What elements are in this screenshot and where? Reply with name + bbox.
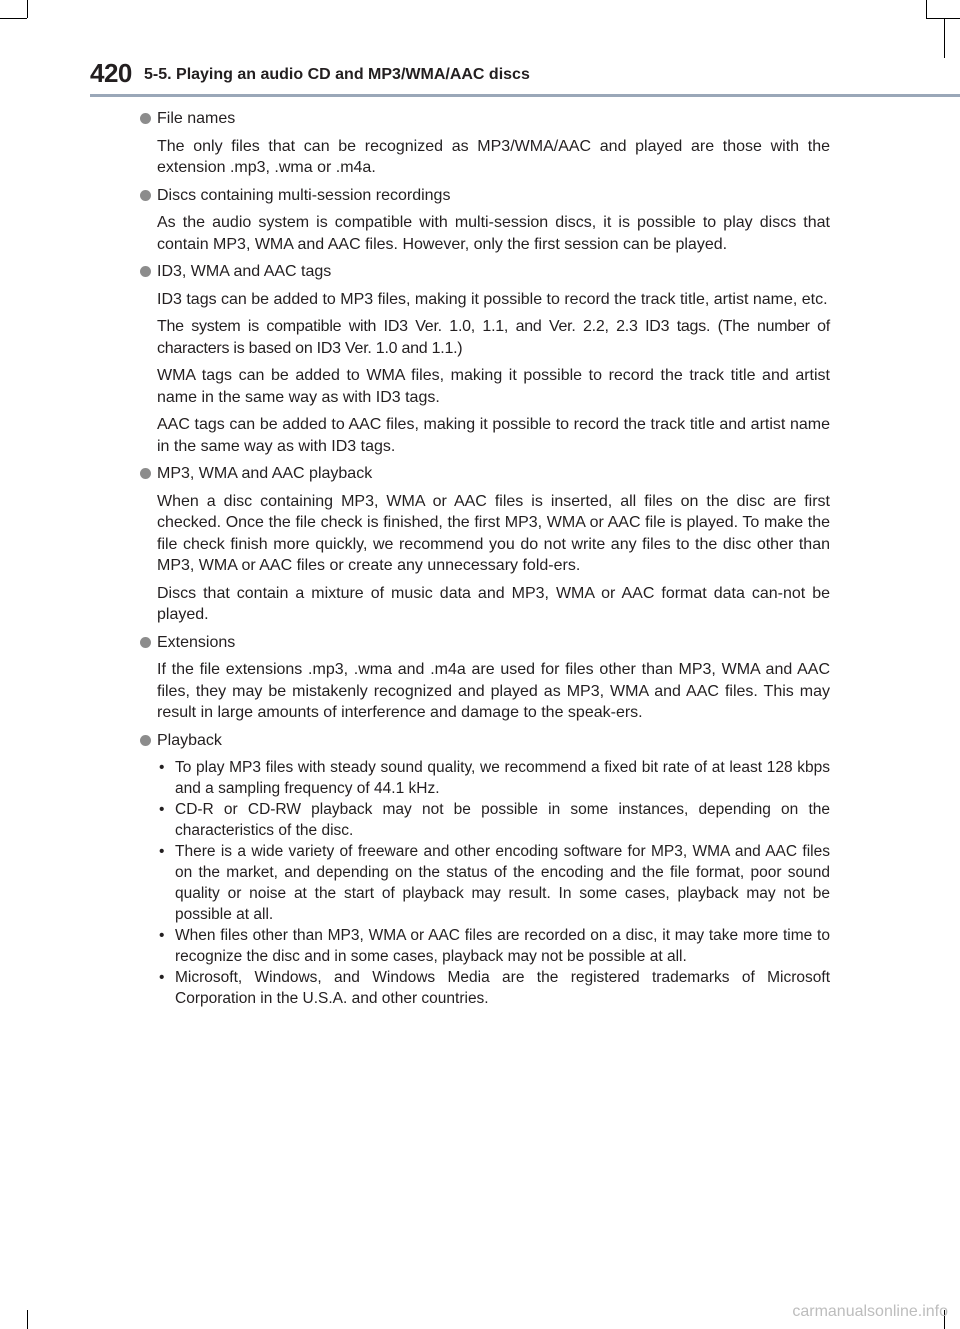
topic-heading xyxy=(139,185,830,207)
crop-mark-top-left-horizontal xyxy=(0,18,27,19)
header-rule xyxy=(90,94,960,97)
crop-mark-bottom-left-vertical xyxy=(27,1310,28,1329)
topic-heading xyxy=(139,463,830,485)
topic-paragraph: The system is compatible with ID3 Ver. 1.0, 1.1, and Ver. 2.2, 2.3 ID3 tags. (The number of characters is based on ID3 Ver. 1.0 and 1.1.) xyxy=(157,318,830,357)
topic-heading xyxy=(139,108,830,130)
topic-paragraph: ID3 tags can be added to MP3 files, making it possible to record the track title, artist name, etc. xyxy=(157,290,828,308)
topic-title: Discs containing multi-session recordings xyxy=(157,186,451,204)
topic-file-names xyxy=(139,108,830,179)
bullet-dot-icon xyxy=(140,637,151,648)
bullet-dot-icon xyxy=(140,266,151,277)
page-header xyxy=(90,58,960,98)
topic-playback-formats xyxy=(139,463,830,626)
playback-note: • Microsoft, Windows, and Windows Media are the registered trademarks of Microsoft Corporation in the U.S.A. and other countries. xyxy=(157,967,830,1009)
topic-paragraph: WMA tags can be added to WMA files, making it possible to record the track title and artist name in the same way as with ID3 tags. xyxy=(157,367,830,406)
topic-paragraph: The only files that can be recognized as MP3/WMA/AAC and played are those with the extension .mp3, .wma or .m4a. xyxy=(157,137,830,176)
topic-heading xyxy=(139,632,830,654)
topic-heading xyxy=(139,730,830,752)
page-content xyxy=(139,108,830,1015)
watermark-text: carmanualsonline.info xyxy=(792,1303,948,1320)
topic-title: File names xyxy=(157,110,236,127)
topic-title: Playback xyxy=(157,731,222,749)
playback-note: • To play MP3 files with steady sound quality, we recommend a fixed bit rate of at least 128 kbps and a sampling frequency of 44.1 kHz. xyxy=(157,757,830,799)
bullet-dot-icon xyxy=(140,113,151,124)
topic-title: ID3, WMA and AAC tags xyxy=(157,263,332,280)
topic-playback xyxy=(139,730,830,1010)
crop-mark-right-vertical xyxy=(944,18,945,58)
playback-notes xyxy=(139,757,830,1009)
topic-title: MP3, WMA and AAC playback xyxy=(157,465,373,482)
topic-title: Extensions xyxy=(157,633,236,651)
crop-mark-top-right-vertical xyxy=(926,0,927,18)
bullet-dot-icon xyxy=(140,468,151,479)
section-title: 5-5. Playing an audio CD and MP3/WMA/AAC discs xyxy=(144,66,530,83)
crop-mark-top-right-horizontal xyxy=(926,18,960,19)
topic-extensions xyxy=(139,632,830,724)
bullet-dot-icon xyxy=(140,735,151,746)
topic-paragraph: As the audio system is compatible with multi-session discs, it is possible to play discs that contain MP3, WMA and AAC files. However, only the first session can be played. xyxy=(157,214,830,253)
bullet-dot-icon xyxy=(140,190,151,201)
crop-mark-top-left-vertical xyxy=(27,0,28,18)
playback-note: • There is a wide variety of freeware and other encoding software for MP3, WMA and AAC files on the market, and depending on the status of the encoding and the file format, poor sound quality or noise at the start of playback may result. In some cases, playback may not be possible at all. xyxy=(157,841,830,925)
topic-paragraph: AAC tags can be added to AAC files, making it possible to record the track title and artist name in the same way as with ID3 tags. xyxy=(157,416,830,455)
topic-paragraph: When a disc containing MP3, WMA or AAC files is inserted, all files on the disc are first checked. Once the file check is finished, the first MP3, WMA or AAC file is played. To make the file check finish more quickly, we recommend you do not write any files to the disc other than MP3, WMA or AAC files or create any unnecessary fold-ers. xyxy=(157,492,830,574)
topic-heading xyxy=(139,261,830,283)
playback-note: • CD-R or CD-RW playback may not be possible in some instances, depending on the characteristics of the disc. xyxy=(157,799,830,841)
playback-note: • When files other than MP3, WMA or AAC files are recorded on a disc, it may take more time to recognize the disc and in some cases, playback may not be possible at all. xyxy=(157,925,830,967)
page-number: 420 xyxy=(90,58,132,88)
topic-multi-session xyxy=(139,185,830,256)
topic-paragraph: If the file extensions .mp3, .wma and .m4a are used for files other than MP3, WMA and AAC files, they may be mistakenly recognized and played as MP3, WMA and AAC files. This may result in large amounts of interference and damage to the speak-ers. xyxy=(157,661,830,721)
topic-tags xyxy=(139,261,830,457)
topic-paragraph: Discs that contain a mixture of music data and MP3, WMA or AAC format data can-not be played. xyxy=(157,584,830,623)
